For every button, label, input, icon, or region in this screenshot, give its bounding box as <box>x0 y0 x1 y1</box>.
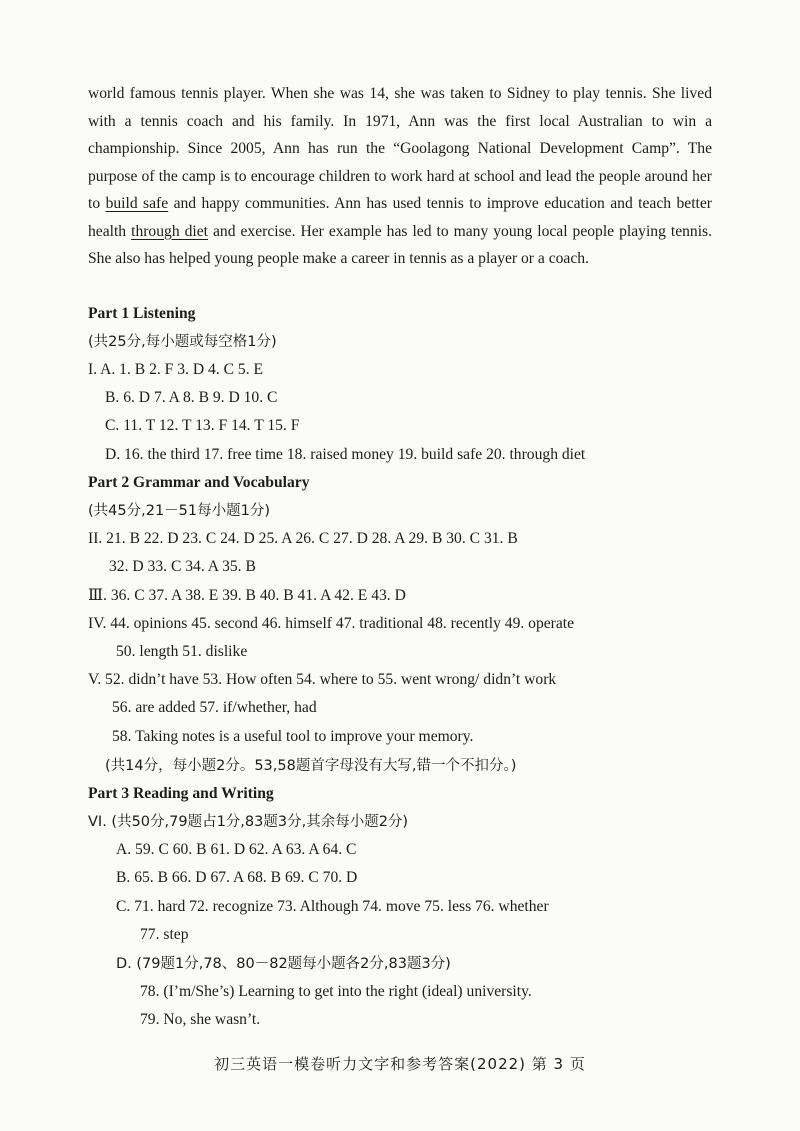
answer-row: D. 16. the third 17. free time 18. raised money 19. build safe 20. through diet <box>105 446 586 463</box>
passage-segment: world famous tennis player. When she was 14, she was taken to Sidney to play tennis. She lived with a tennis coach and his family. In 1971, Ann was the first local Australian to win a championship. Since 2005, Ann has run the “Goolagong National Development Camp”. The purpose of the camp is to encourage children to work hard at school and lead the people around her to <box>88 85 712 212</box>
part3-title: Part 3 Reading and Writing <box>88 785 274 802</box>
underlined-through-diet: through diet <box>131 222 208 240</box>
passage-segment: and happy communities. Ann has used tennis to improve education and teach better health <box>88 195 712 240</box>
answer-row: 77. step <box>140 926 189 943</box>
part2-title: Part 2 Grammar and Vocabulary <box>88 474 310 491</box>
answer-row: 32. D 33. C 34. A 35. B <box>109 558 256 575</box>
answer-row: 50. length 51. dislike <box>116 643 248 660</box>
answer-row: 58. Taking notes is a useful tool to improve your memory. <box>112 728 474 745</box>
passage-segment: and exercise. Her example has led to many young local people playing tennis. She also has helped young people make a career in tennis as a player or a coach. <box>88 222 713 267</box>
page-footer: 初三英语一模卷听力文字和参考答案(2022) 第 3 页 <box>214 1055 586 1073</box>
part3-d-score: D. (79题1分,78、80－82题每小题各2分,83题3分) <box>116 956 451 972</box>
part3-score: VI. (共50分,79题占1分,83题3分,其余每小题2分) <box>88 814 409 830</box>
listening-passage <box>88 80 712 273</box>
part2-score: (共45分,21－51每小题1分) <box>88 503 270 519</box>
part2-note: (共14分，每小题2分。53,58题首字母没有大写,错一个不扣分。) <box>105 758 517 774</box>
answer-row: IV. 44. opinions 45. second 46. himself 47. traditional 48. recently 49. operate <box>88 615 575 632</box>
part1-title: Part 1 Listening <box>88 305 196 322</box>
answer-row: 56. are added 57. if/whether, had <box>112 699 317 716</box>
answer-row: I. A. 1. B 2. F 3. D 4. C 5. E <box>88 361 264 378</box>
answer-row: C. 11. T 12. T 13. F 14. T 15. F <box>105 417 300 434</box>
answer-row: 79. No, she wasn’t. <box>140 1011 261 1028</box>
answer-row: B. 65. B 66. D 67. A 68. B 69. C 70. D <box>116 869 358 886</box>
answer-row: A. 59. C 60. B 61. D 62. A 63. A 64. C <box>116 841 357 858</box>
answer-row: C. 71. hard 72. recognize 73. Although 74. move 75. less 76. whether <box>116 898 549 915</box>
answer-row: B. 6. D 7. A 8. B 9. D 10. C <box>105 389 278 406</box>
passage-text <box>88 80 712 273</box>
part1-score: (共25分,每小题或每空格1分) <box>88 334 277 350</box>
answer-row: Ⅲ. 36. C 37. A 38. E 39. B 40. B 41. A 42. E 43. D <box>88 587 406 604</box>
answer-row: 78. (I’m/She’s) Learning to get into the right (ideal) university. <box>140 983 532 1000</box>
answer-row: II. 21. B 22. D 23. C 24. D 25. A 26. C 27. D 28. A 29. B 30. C 31. B <box>88 530 518 547</box>
answer-row: V. 52. didn’t have 53. How often 54. where to 55. went wrong/ didn’t work <box>88 671 557 688</box>
underlined-build-safe: build safe <box>105 195 169 212</box>
